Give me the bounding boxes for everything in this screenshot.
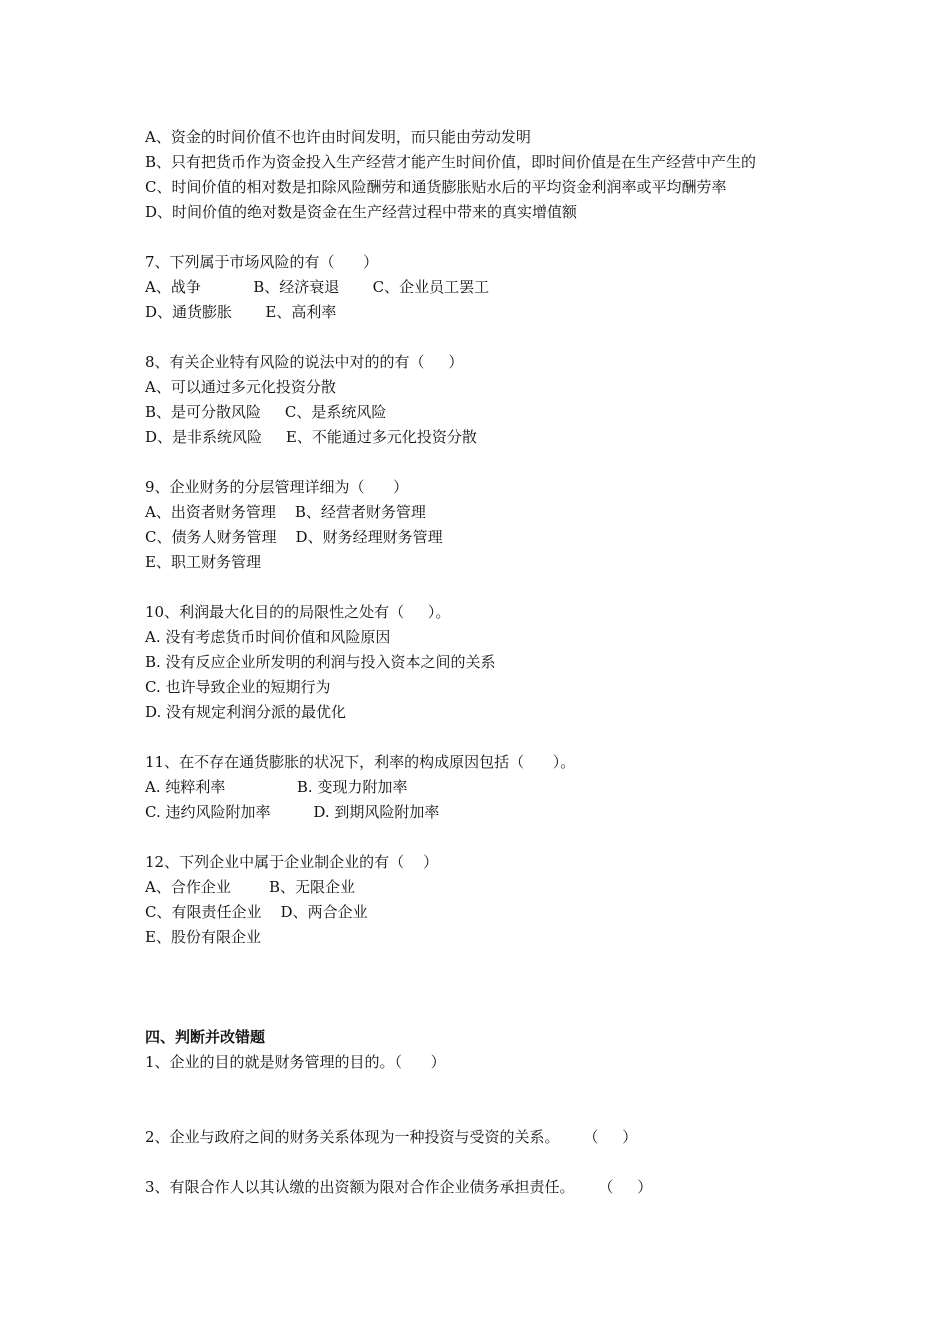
spacer [145,1075,815,1125]
options-line: A、可以通过多元化投资分散 [145,378,336,396]
intro-options [145,125,815,225]
options-line: D、通货膨胀 E、高利率 [145,303,337,321]
judgement-item: 1、企业的目的就是财务管理的目的。（ ） [145,1053,446,1071]
spacer [145,225,815,250]
question-stem: 12、下列企业中属于企业制企业的有（ ） [145,853,439,871]
spacer [145,1150,815,1175]
spacer [145,325,815,350]
question-10 [145,600,815,725]
spacer [145,575,815,600]
question-stem: 8、有关企业特有风险的说法中对的的有（ ） [145,353,464,371]
question-stem: 9、企业财务的分层管理详细为（ ） [145,478,409,496]
options-line: B、是可分散风险 C、是系统风险 [145,403,387,421]
options-line: A、战争 B、经济衰退 C、企业员工罢工 [145,278,490,296]
section-4 [145,1025,815,1200]
spacer [145,825,815,850]
option-b: B、只有把货币作为资金投入生产经营才能产生时间价值，即时间价值是在生产经营中产生的 [145,153,757,171]
question-11 [145,750,815,825]
options-line: A、合作企业 B、无限企业 [145,878,356,896]
options-line: D. 没有规定利润分派的最优化 [145,703,347,721]
judgement-item: 3、有限合作人以其认缴的出资额为限对合作企业债务承担责任。 （ ） [145,1178,653,1196]
section-heading: 四、判断并改错题 [145,1028,266,1046]
document-content [145,125,815,1200]
options-line: A、出资者财务管理 B、经营者财务管理 [145,503,426,521]
question-stem: 11、在不存在通货膨胀的状况下，利率的构成原因包括（ ）。 [145,753,576,771]
question-9 [145,475,815,575]
options-line: D、是非系统风险 E、不能通过多元化投资分散 [145,428,477,446]
question-8 [145,350,815,450]
judgement-item: 2、企业与政府之间的财务关系体现为一种投资与受资的关系。 （ ） [145,1128,638,1146]
question-stem: 10、利润最大化目的的局限性之处有（ ）。 [145,603,451,621]
options-line: A. 纯粹利率 B. 变现力附加率 [145,778,408,796]
options-line: E、股份有限企业 [145,928,261,946]
options-line: C、债务人财务管理 D、财务经理财务管理 [145,528,443,546]
options-line: A. 没有考虑货币时间价值和风险原因 [145,628,391,646]
question-12 [145,850,815,950]
options-line: B. 没有反应企业所发明的利润与投入资本之间的关系 [145,653,496,671]
question-7 [145,250,815,325]
options-line: E、职工财务管理 [145,553,261,571]
options-line: C. 违约风险附加率 D. 到期风险附加率 [145,803,440,821]
spacer [145,725,815,750]
spacer [145,450,815,475]
question-stem: 7、下列属于市场风险的有（ ） [145,253,379,271]
spacer [145,1000,815,1025]
spacer [145,950,815,1000]
options-line: C. 也许导致企业的短期行为 [145,678,331,696]
options-line: C、有限责任企业 D、两合企业 [145,903,368,921]
option-c: C、时间价值的相对数是扣除风险酬劳和通货膨胀贴水后的平均资金利润率或平均酬劳率 [145,178,727,196]
option-a: A、资金的时间价值不也许由时间发明，而只能由劳动发明 [145,128,531,146]
option-d: D、时间价值的绝对数是资金在生产经营过程中带来的真实增值额 [145,203,578,221]
